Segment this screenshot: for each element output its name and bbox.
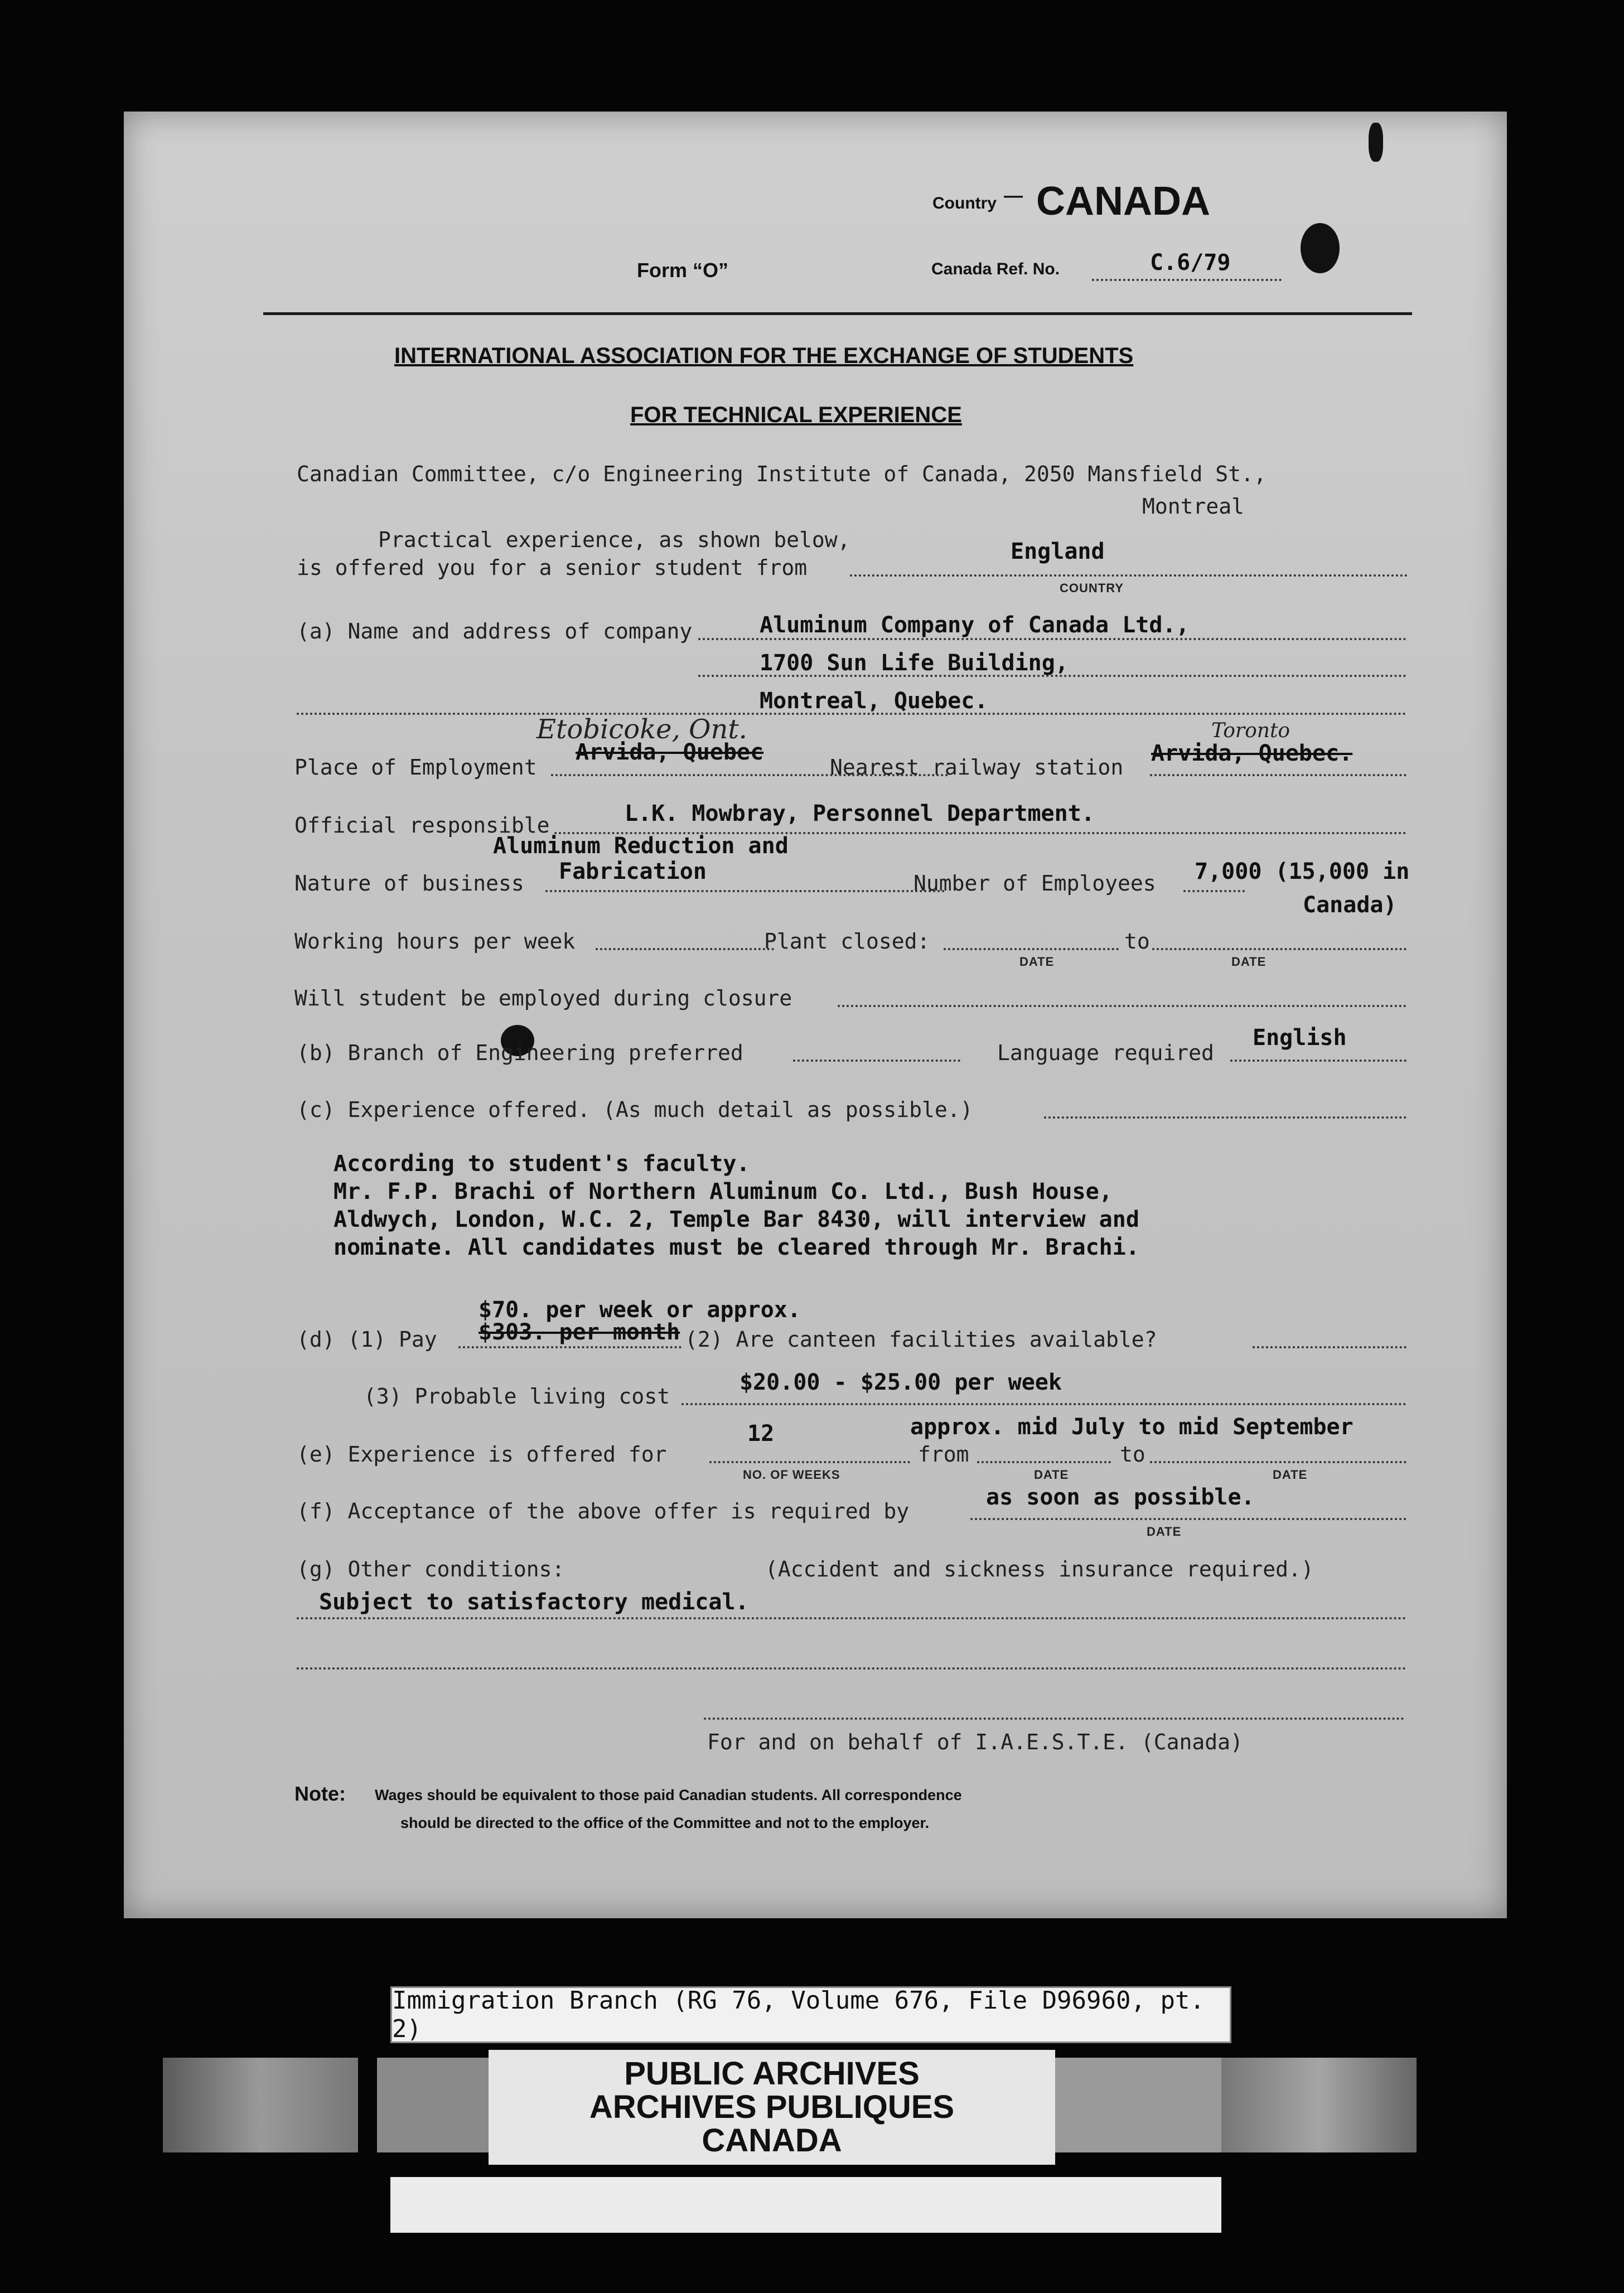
- ink-blot: [1301, 223, 1340, 273]
- closure-dotted-line: [838, 1005, 1406, 1007]
- ref-dotted-line: [1092, 279, 1282, 281]
- canada-ref-label: Canada Ref. No.: [931, 260, 1060, 278]
- committee-line1: Canadian Committee, c/o Engineering Institute of Canada, 2050 Mansfield St.,: [297, 462, 1267, 486]
- hours-dotted-line: [596, 948, 774, 950]
- note-line1: Wages should be equivalent to those paid Canadian students. All correspondence: [375, 1787, 962, 1803]
- other-dotted-line-1: [297, 1617, 1406, 1619]
- from-label: from: [918, 1442, 969, 1467]
- weeks-dotted-line: [709, 1461, 910, 1463]
- acceptance-dotted-line: [970, 1518, 1406, 1520]
- company-line1: Aluminum Company of Canada Ltd.,: [760, 612, 1190, 638]
- note-line2: should be directed to the office of the Committee and not to the employer.: [400, 1815, 930, 1831]
- company-dotted-line: [698, 638, 1406, 640]
- language-dotted-line: [1230, 1060, 1406, 1062]
- date-caption-5: DATE: [1147, 1525, 1182, 1539]
- offer-country-value: England: [1011, 539, 1105, 564]
- language-value: English: [1253, 1025, 1347, 1051]
- behalf-text: For and on behalf of I.A.E.S.T.E. (Canada): [707, 1730, 1243, 1754]
- pay-value-top: $70. per week or approx.: [478, 1297, 801, 1323]
- bottom-strip: [390, 2177, 1221, 2233]
- company-dotted-line-2: [698, 675, 1406, 677]
- offered-for-label: (e) Experience is offered for: [297, 1442, 667, 1467]
- place-label: Place of Employment: [294, 755, 537, 780]
- offer-line1: Practical experience, as shown below,: [378, 528, 850, 552]
- other-label: (g) Other conditions:: [297, 1557, 565, 1581]
- experience-dotted-line: [1044, 1116, 1406, 1119]
- title-line2: FOR TECHNICAL EXPERIENCE: [630, 403, 962, 427]
- company-dotted-line-3: [297, 713, 1406, 715]
- experience-label: (c) Experience offered. (As much detail as possible.): [297, 1097, 973, 1122]
- country-dash: —: [1004, 185, 1023, 206]
- station-label: Nearest railway station: [830, 755, 1124, 780]
- other-value: Subject to satisfactory medical.: [319, 1589, 749, 1615]
- date-caption-1: DATE: [1019, 955, 1055, 969]
- archive-reference-label: [390, 1986, 1231, 2043]
- experience-line2: Mr. F.P. Brachi of Northern Aluminum Co. Ltd., Bush House,: [334, 1179, 1113, 1204]
- experience-line3: Aldwych, London, W.C. 2, Temple Bar 8430, will interview and: [334, 1207, 1139, 1232]
- country-dotted-line: [850, 574, 1408, 577]
- date-caption-2: DATE: [1231, 955, 1267, 969]
- employees-label: Number of Employees: [914, 871, 1156, 896]
- to-label-2: to: [1120, 1442, 1146, 1467]
- living-dotted-line: [682, 1403, 1406, 1405]
- plant-closed-label: Plant closed:: [764, 929, 930, 954]
- employees-value: 7,000 (15,000 in: [1195, 859, 1410, 884]
- acceptance-label: (f) Acceptance of the above offer is required by: [297, 1499, 910, 1523]
- official-label: Official responsible: [294, 813, 550, 838]
- business-line2: Fabrication: [559, 859, 707, 884]
- canada-ref-value: C.6/79: [1150, 250, 1231, 275]
- period-value: approx. mid July to mid September: [910, 1414, 1354, 1440]
- place-value: Arvida, Quebec: [576, 739, 764, 765]
- experience-line4: nominate. All candidates must be cleared through Mr. Brachi.: [334, 1235, 1139, 1260]
- country-caption: COUNTRY: [1060, 581, 1124, 595]
- archive-reference: Immigration Branch (RG 76, Volume 676, File D96960, pt. 2): [392, 1986, 1205, 2043]
- pay-dotted-line: [458, 1346, 682, 1348]
- weeks-value: 12: [747, 1421, 775, 1447]
- country-value: CANADA: [1036, 179, 1210, 224]
- document-page: [124, 112, 1507, 1918]
- form-label: Form “O”: [637, 259, 729, 282]
- other-dotted-line-2: [297, 1667, 1406, 1670]
- country-label: Country: [932, 194, 997, 212]
- date-caption-3: DATE: [1034, 1468, 1069, 1482]
- header-rule: [263, 312, 1412, 315]
- company-line3: Montreal, Quebec.: [760, 688, 988, 714]
- date-caption-4: DATE: [1273, 1468, 1308, 1482]
- weeks-caption: NO. OF WEEKS: [743, 1468, 840, 1482]
- acceptance-value: as soon as possible.: [986, 1484, 1255, 1510]
- official-value: L.K. Mowbray, Personnel Department.: [625, 801, 1095, 826]
- station-dotted-line: [1150, 774, 1406, 776]
- plant-closed-from-line: [944, 948, 1119, 950]
- stamp-left-block: [163, 2058, 358, 2152]
- branch-dotted-line: [793, 1060, 960, 1062]
- to-label: to: [1124, 929, 1150, 954]
- stamp-line3: CANADA: [702, 2122, 842, 2159]
- living-value: $20.00 - $25.00 per week: [740, 1370, 1062, 1395]
- experience-line1: According to student's faculty.: [334, 1151, 750, 1177]
- stamp-left-tab: [377, 2058, 489, 2152]
- business-dotted-line: [545, 890, 945, 892]
- place-handwritten: Etobicoke, Ont.: [536, 714, 747, 745]
- business-label: Nature of business: [294, 871, 524, 896]
- pay-label: (d) (1) Pay: [297, 1327, 437, 1352]
- to-dotted-line: [1150, 1461, 1406, 1463]
- company-line2: 1700 Sun Life Building,: [760, 650, 1069, 676]
- company-label: (a) Name and address of company: [297, 619, 693, 644]
- station-handwritten: Toronto: [1211, 719, 1290, 742]
- plant-closed-to-line: [1152, 948, 1406, 950]
- canteen-label: (2) Are canteen facilities available?: [685, 1327, 1157, 1352]
- from-dotted-line: [977, 1461, 1111, 1463]
- stamp-right-block: [1221, 2058, 1417, 2152]
- offer-line2: is offered you for a senior student from: [297, 555, 808, 580]
- hours-label: Working hours per week: [294, 929, 576, 954]
- stamp-line2: ARCHIVES PUBLIQUES: [589, 2089, 955, 2125]
- living-label: (3) Probable living cost: [364, 1384, 670, 1409]
- ink-blot: [1369, 123, 1383, 162]
- other-note: (Accident and sickness insurance required.): [765, 1557, 1314, 1581]
- signature-line: [704, 1718, 1404, 1720]
- language-label: Language required: [997, 1041, 1214, 1065]
- archive-stamp: [489, 2050, 1055, 2165]
- employees-value-2: Canada): [1303, 892, 1397, 918]
- employees-dotted-line: [1183, 890, 1245, 892]
- canteen-dotted-line: [1253, 1346, 1406, 1348]
- title-line1: INTERNATIONAL ASSOCIATION FOR THE EXCHANGE OF STUDENTS: [394, 344, 1134, 368]
- pay-value: $303. per month: [478, 1319, 680, 1345]
- stamp-line1: PUBLIC ARCHIVES: [624, 2055, 920, 2092]
- committee-line2: Montreal: [1142, 494, 1245, 519]
- station-value: Arvida, Quebec.: [1151, 741, 1353, 766]
- branch-label: (b) Branch of Engineering preferred: [297, 1041, 743, 1065]
- closure-label: Will student be employed during closure: [294, 986, 792, 1010]
- stamp-right-tab: [1055, 2058, 1239, 2152]
- note-label: Note:: [294, 1782, 346, 1805]
- business-line1: Aluminum Reduction and: [493, 833, 789, 859]
